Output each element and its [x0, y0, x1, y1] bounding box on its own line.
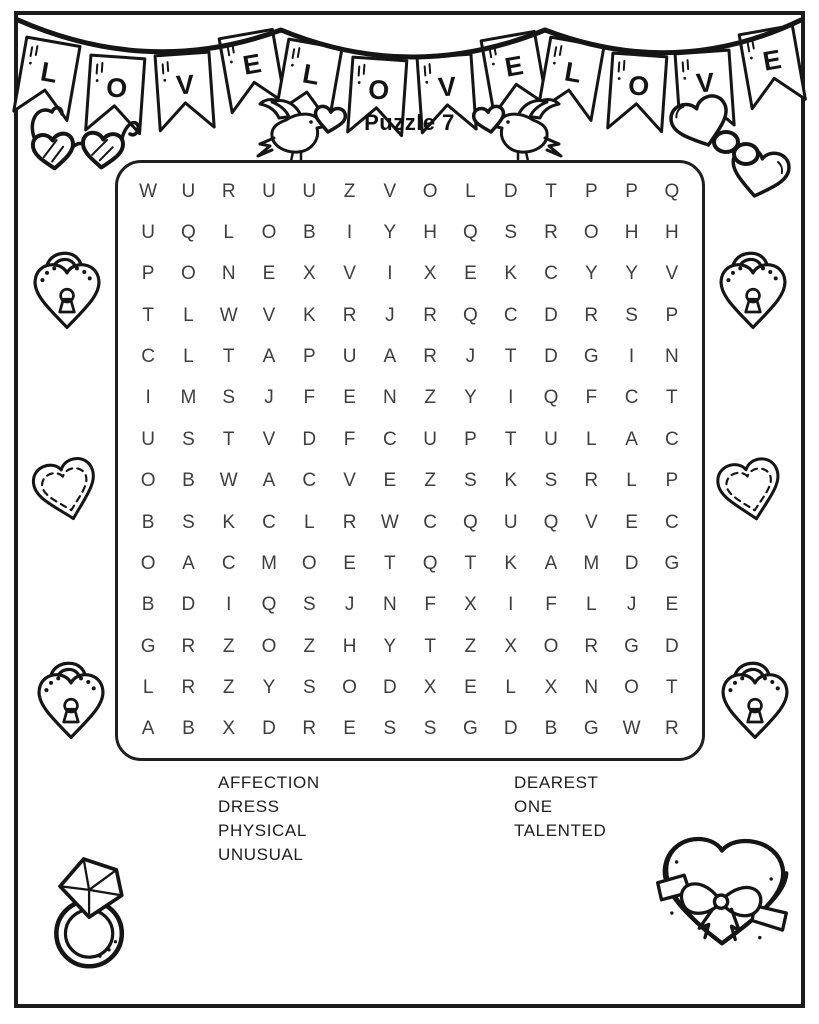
grid-cell: R	[181, 676, 196, 698]
grid-cell: R	[181, 635, 196, 657]
grid-cell: C	[423, 511, 437, 533]
grid-cell: E	[625, 511, 638, 533]
grid-cell: S	[504, 222, 518, 244]
grid-cell: P	[665, 470, 679, 492]
grid-cell: G	[583, 346, 599, 368]
grid-cell: J	[264, 387, 274, 409]
grid-cell: O	[261, 635, 277, 657]
grid-cell: T	[666, 387, 678, 409]
grid-cell: N	[664, 346, 679, 368]
grid-cell: Y	[584, 263, 598, 285]
grid-cell: G	[624, 635, 639, 657]
grid-cell: J	[385, 304, 395, 326]
grid-cell: E	[464, 676, 477, 698]
grid-cell: B	[141, 511, 155, 533]
grid-cell: O	[342, 676, 357, 698]
grid-cell: U	[141, 222, 155, 244]
grid-cell: D	[262, 718, 276, 740]
grid-cell: R	[584, 470, 599, 492]
grid-cell: Q	[463, 511, 478, 533]
grid-cell: J	[626, 594, 637, 616]
grid-cell: L	[183, 304, 194, 326]
grid-cell: Q	[463, 304, 478, 326]
grid-cell: H	[423, 222, 437, 244]
grid-cell: B	[141, 594, 155, 616]
grid-cell: C	[141, 346, 155, 368]
grid-cell: Q	[543, 387, 559, 409]
grid-cell: V	[343, 263, 356, 285]
grid-cell: U	[423, 428, 437, 450]
banner-letter: L	[300, 58, 322, 91]
grid-cell: L	[585, 594, 597, 616]
word-list-item: PHYSICAL	[218, 821, 307, 840]
grid-cell: X	[423, 676, 437, 698]
banner-letter: L	[38, 56, 60, 89]
grid-cell: F	[424, 594, 436, 616]
grid-cell: L	[626, 470, 637, 492]
grid-cell: D	[382, 676, 397, 698]
grid-cell: A	[625, 428, 638, 450]
grid-cell: S	[302, 594, 316, 616]
grid-cell: F	[545, 594, 557, 616]
grid-cell: S	[544, 470, 558, 492]
grid-cell: S	[383, 718, 397, 740]
grid-cell: A	[383, 346, 397, 368]
grid-cell: P	[584, 180, 598, 202]
word-list-item: DRESS	[218, 797, 280, 816]
grid-cell: U	[342, 346, 357, 368]
word-list-item: ONE	[514, 797, 553, 816]
grid-cell: E	[343, 552, 356, 574]
grid-cell: R	[423, 346, 437, 368]
grid-cell: X	[544, 676, 558, 698]
grid-cell: X	[302, 263, 316, 285]
grid-cell: K	[222, 511, 236, 533]
grid-cell: Q	[181, 222, 196, 244]
grid-cell: D	[503, 180, 518, 202]
stitched-heart-icon	[704, 445, 797, 541]
grid-cell: F	[343, 428, 356, 450]
grid-cell: T	[222, 428, 235, 450]
grid-cell: L	[465, 180, 476, 202]
grid-cell: I	[226, 594, 232, 616]
grid-cell: L	[183, 346, 194, 368]
grid-cell: G	[140, 635, 156, 657]
grid-cell: S	[464, 470, 477, 492]
grid-cell: T	[504, 346, 517, 368]
grid-cell: R	[221, 180, 236, 202]
grid-cell: P	[625, 180, 638, 202]
banner-letter: E	[760, 44, 784, 77]
grid-cell: C	[544, 263, 558, 285]
grid-cell: Y	[262, 676, 276, 698]
banner-string	[18, 20, 801, 57]
grid-cell: I	[387, 263, 393, 285]
banner-letter: V	[437, 71, 458, 103]
grid-cell: Y	[464, 387, 477, 409]
banner-letter: V	[175, 69, 196, 101]
grid-cell: A	[262, 346, 276, 368]
grid-cell: T	[666, 676, 678, 698]
grid-cell: M	[180, 387, 197, 409]
grid-cell: H	[664, 222, 679, 244]
grid-cell: K	[504, 470, 518, 492]
grid-cell: L	[505, 676, 516, 698]
grid-cell: M	[261, 552, 277, 574]
grid-cell: D	[181, 594, 196, 616]
grid-cell: R	[584, 635, 599, 657]
grid-cell: O	[140, 552, 156, 574]
banner-letter: E	[240, 48, 264, 81]
grid-cell: N	[584, 676, 599, 698]
grid-cell: I	[346, 222, 353, 244]
grid-cell: C	[262, 511, 276, 533]
grid-cell: V	[584, 511, 598, 533]
grid-cell: C	[664, 511, 679, 533]
grid-cell: V	[262, 304, 276, 326]
grid-cell: J	[465, 346, 476, 368]
grid-cell: Z	[303, 635, 316, 657]
grid-cell: R	[664, 718, 679, 740]
word-search-grid	[115, 160, 705, 761]
banner-letter: L	[562, 56, 584, 89]
grid-cell: A	[262, 470, 276, 492]
grid-cell: I	[628, 346, 635, 368]
grid-cell: L	[223, 222, 234, 244]
grid-cell: O	[301, 552, 317, 574]
grid-cell: V	[343, 470, 356, 492]
grid-cell: G	[664, 552, 680, 574]
grid-cell: N	[382, 594, 397, 616]
grid-cell: N	[221, 263, 236, 285]
grid-cell: O	[624, 676, 639, 698]
grid-cell: P	[665, 304, 679, 326]
grid-cell: C	[664, 428, 679, 450]
grid-cell: A	[544, 552, 558, 574]
grid-cell: R	[584, 304, 599, 326]
heart-padlock-icon	[26, 242, 108, 342]
banner-letter: O	[367, 74, 391, 106]
grid-cell: W	[219, 470, 238, 492]
grid-cell: T	[424, 635, 436, 657]
grid-cell: Q	[664, 180, 680, 202]
grid-cell: U	[141, 428, 155, 450]
grid-cell: S	[625, 304, 638, 326]
grid-cell: A	[182, 552, 195, 574]
grid-cell: D	[302, 428, 317, 450]
grid-cell: D	[624, 552, 639, 574]
grid-cell: O	[583, 222, 599, 244]
heart-padlock-icon	[714, 652, 796, 752]
grid-cell: M	[583, 552, 600, 574]
grid-cell: R	[342, 511, 357, 533]
grid-cell: Z	[464, 635, 477, 657]
grid-cell: D	[664, 635, 679, 657]
grid-cell: I	[508, 594, 514, 616]
grid-cell: P	[141, 263, 155, 285]
word-list-right	[514, 771, 606, 843]
grid-cell: V	[383, 180, 397, 202]
grid-cell: C	[503, 304, 518, 326]
grid-cell: K	[504, 552, 518, 574]
banner-letter: O	[627, 70, 651, 102]
grid-cell: C	[624, 387, 639, 409]
grid-cell: U	[302, 180, 317, 202]
grid-cell: B	[302, 222, 316, 244]
word-list-item: DEAREST	[514, 773, 599, 792]
grid-cell: T	[222, 346, 235, 368]
grid-cell: J	[344, 594, 355, 616]
grid-cell: A	[141, 718, 155, 740]
grid-cell: D	[544, 346, 558, 368]
grid-cell: F	[585, 387, 598, 409]
word-list-item: UNUSUAL	[218, 845, 304, 864]
grid-cell: Q	[422, 552, 438, 574]
grid-cell: F	[303, 387, 316, 409]
grid-cell: X	[222, 718, 236, 740]
grid-cell: W	[622, 718, 641, 740]
grid-cell: Q	[261, 594, 277, 616]
grid-cell: X	[423, 263, 437, 285]
grid-cell: S	[222, 387, 236, 409]
banner-letter: V	[695, 67, 716, 99]
grid-cell: X	[504, 635, 518, 657]
grid-cell: Z	[424, 387, 436, 409]
grid-cell: I	[145, 387, 151, 409]
grid-cell: E	[464, 263, 477, 285]
heart-padlock-icon	[712, 242, 794, 342]
grid-cell: R	[342, 304, 357, 326]
grid-cell: W	[139, 180, 158, 202]
stitched-heart-icon	[19, 444, 115, 542]
grid-cell: P	[302, 346, 316, 368]
grid-cell: E	[262, 263, 276, 285]
grid-cell: B	[182, 470, 195, 492]
grid-cell: I	[508, 387, 514, 409]
banner-letter: O	[105, 72, 129, 104]
grid-cell: L	[142, 676, 154, 698]
grid-cell: S	[423, 718, 437, 740]
grid-cell: U	[181, 180, 196, 202]
grid-cell: B	[544, 718, 558, 740]
grid-cell: Z	[222, 635, 235, 657]
grid-cell: S	[302, 676, 316, 698]
heart-bow-icon	[646, 826, 798, 966]
grid-cell: O	[543, 635, 559, 657]
heart-padlock-icon	[30, 652, 112, 752]
grid-cell: R	[302, 718, 317, 740]
grid-cell: D	[544, 304, 558, 326]
grid-cell: S	[182, 428, 195, 450]
grid-cell: E	[343, 718, 356, 740]
grid-cell: E	[665, 594, 679, 616]
grid-cell: L	[585, 428, 597, 450]
grid-cell: D	[503, 718, 518, 740]
grid-cell: K	[302, 304, 316, 326]
puzzle-title: Puzzle 7	[364, 110, 455, 135]
grid-cell: Y	[383, 222, 397, 244]
grid-cell: O	[181, 263, 196, 285]
grid-cell: U	[544, 428, 558, 450]
grid-cell: O	[140, 470, 156, 492]
grid-cell: C	[221, 552, 236, 574]
grid-cell: V	[262, 428, 276, 450]
grid-cell: L	[303, 511, 315, 533]
grid-cell: G	[463, 718, 478, 740]
grid-cell: Q	[543, 511, 559, 533]
grid-cell: H	[342, 635, 357, 657]
grid-cell: Z	[222, 676, 235, 698]
grid-cell: P	[464, 428, 477, 450]
grid-cell: N	[382, 387, 397, 409]
word-list-item: AFFECTION	[218, 773, 320, 792]
grid-cell: E	[383, 470, 397, 492]
grid-cell: H	[624, 222, 639, 244]
grid-cell: B	[182, 718, 195, 740]
grid-cell: S	[182, 511, 195, 533]
grid-cell: Q	[463, 222, 478, 244]
grid-cell: O	[422, 180, 438, 202]
grid-cell: T	[545, 180, 557, 202]
grid-cell: T	[504, 428, 517, 450]
grid-cell: G	[583, 718, 599, 740]
grid-cell: Y	[383, 635, 397, 657]
grid-cell: C	[302, 470, 317, 492]
grid-cell: W	[219, 304, 238, 326]
grid-cell: O	[261, 222, 277, 244]
grid-cell: V	[665, 263, 679, 285]
grid-cell: Z	[343, 180, 356, 202]
diamond-ring-icon	[40, 848, 140, 970]
grid-cell: C	[382, 428, 397, 450]
grid-cell: W	[380, 511, 399, 533]
grid-cell: U	[262, 180, 276, 202]
grid-cell: T	[464, 552, 477, 574]
grid-cell: X	[464, 594, 477, 616]
grid-cell: T	[384, 552, 396, 574]
banner-letter: E	[502, 50, 526, 83]
grid-cell: R	[423, 304, 437, 326]
grid-cell: K	[504, 263, 518, 285]
grid-cell: E	[343, 387, 356, 409]
word-list-left	[218, 771, 320, 867]
word-list-item: TALENTED	[514, 821, 607, 840]
grid-cell: R	[544, 222, 558, 244]
grid-cell: Z	[424, 470, 436, 492]
grid-cell: T	[142, 304, 154, 326]
grid-cell: U	[503, 511, 518, 533]
grid-cell: Y	[625, 263, 638, 285]
